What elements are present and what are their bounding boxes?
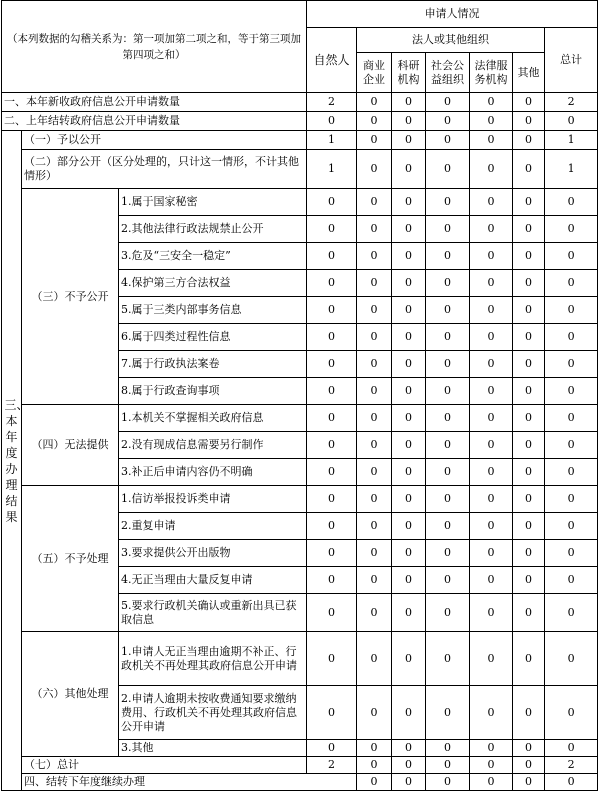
cell-value: 0 [470,513,513,540]
cell-value: 0 [470,486,513,513]
cell-value: 0 [392,405,426,432]
cell-value: 0 [545,594,598,632]
cell-value: 0 [357,351,392,378]
cell-value: 0 [392,540,426,567]
item-label: 3.补正后申请内容仍不明确 [119,459,307,486]
cell-value: 1 [307,150,357,189]
cell-value: 0 [513,540,545,567]
cell-value: 0 [513,774,545,791]
cell-value: 2 [545,93,598,112]
cell-value: 0 [513,405,545,432]
applicant-header: 申请人情况 [307,1,598,28]
cell-value: 0 [513,189,545,216]
cell-value: 0 [392,486,426,513]
item-label: 2.重复申请 [119,513,307,540]
cell-value: 0 [307,270,357,297]
cell-value: 0 [470,459,513,486]
cell-value: 0 [307,324,357,351]
cell-value: 0 [357,632,392,686]
cell-value: 0 [513,567,545,594]
col-header-research: 科研机构 [392,53,426,93]
cell-value: 0 [392,189,426,216]
cell-value: 0 [545,216,598,243]
cell-value: 0 [545,243,598,270]
cell-value: 0 [426,740,470,757]
group-label: （三）不予公开 [22,189,119,405]
cell-value: 0 [392,150,426,189]
cell-value: 0 [357,774,392,791]
cell-value: 0 [426,513,470,540]
cell-value: 0 [545,486,598,513]
cell-value: 0 [307,686,357,740]
item-label: 3.其他 [119,740,307,757]
cell-value: 0 [545,632,598,686]
item-label: 2.申请人逾期未按收费通知要求缴纳费用、行政机关不再处理其政府信息公开申请 [119,686,307,740]
cell-value: 0 [392,432,426,459]
cell-value: 0 [426,270,470,297]
cell-value: 0 [307,594,357,632]
cell-value: 0 [392,270,426,297]
cell-value: 0 [426,405,470,432]
cell-value: 0 [470,150,513,189]
cell-value: 0 [513,150,545,189]
cell-value: 0 [426,112,470,131]
cell-value: 0 [426,378,470,405]
cell-value: 0 [426,594,470,632]
cell-value: 0 [307,378,357,405]
cell-value: 0 [307,405,357,432]
cell-value: 0 [470,757,513,774]
cell-value: 0 [357,189,392,216]
cell-value: 0 [513,297,545,324]
cell-value: 0 [513,757,545,774]
cell-value: 0 [470,93,513,112]
cell-value: 0 [426,93,470,112]
cell-value: 0 [513,513,545,540]
cell-value: 0 [426,459,470,486]
cell-value: 0 [357,405,392,432]
cell-value: 0 [470,632,513,686]
cell-value: 0 [426,686,470,740]
cell-value: 0 [470,432,513,459]
cell-value: 0 [513,432,545,459]
cell-value: 0 [513,740,545,757]
cell-value: 0 [426,324,470,351]
cell-value: 0 [392,774,426,791]
cell-value: 0 [392,131,426,150]
table-row [2,486,598,513]
col-header-other: 其他 [513,53,545,93]
cell-value: 0 [470,324,513,351]
item-label: 5.要求行政机关确认或重新出具已获取信息 [119,594,307,632]
cell-value: 0 [470,351,513,378]
cell-value: 0 [307,216,357,243]
col-header-legal-service: 法律服务机构 [470,53,513,93]
cell-value: 0 [392,686,426,740]
cell-value: 0 [513,131,545,150]
cell-value: 0 [357,513,392,540]
cell-value: 0 [426,632,470,686]
item-label: 1.申请人无正当理由逾期不补正、行政机关不再处理其政府信息公开申请 [119,632,307,686]
cell-value: 0 [307,243,357,270]
cell-value: 0 [392,324,426,351]
item-label: 2.没有现成信息需要另行制作 [119,432,307,459]
cell-value: 0 [426,216,470,243]
cell-value: 2 [307,757,357,774]
table-row [2,405,598,432]
cell-value: 0 [357,93,392,112]
cell-value: 0 [513,93,545,112]
cell-value: 0 [357,567,392,594]
cell-value: 0 [392,757,426,774]
item-label: 1.属于国家秘密 [119,189,307,216]
cell-value: 1 [545,150,598,189]
col-header-public-welfare: 社会公益组织 [426,53,470,93]
row-label: 一、本年新收政府信息公开申请数量 [2,93,307,112]
cell-value: 0 [513,324,545,351]
item-label: 4.保护第三方合法权益 [119,270,307,297]
cell-value: 0 [357,150,392,189]
cell-value: 0 [470,686,513,740]
header-note: （本列数据的勾稽关系为：第一项加第二项之和，等于第三项加第四项之和） [2,1,307,93]
cell-value: 0 [392,567,426,594]
cell-value: 0 [545,378,598,405]
group-label: （五）不予处理 [22,486,119,632]
cell-value: 0 [357,270,392,297]
cell-value: 0 [513,243,545,270]
section-3-text: 三、本年度办理结果 [4,397,29,524]
cell-value: 0 [513,459,545,486]
cell-value: 0 [307,486,357,513]
cell-value: 0 [470,112,513,131]
cell-value: 0 [470,270,513,297]
cell-value: 0 [307,112,357,131]
cell-value: 0 [357,686,392,740]
cell-value: 0 [426,243,470,270]
gov-info-disclosure-table [1,0,598,791]
cell-value: 0 [426,486,470,513]
section-3-label [2,131,29,791]
cell-value: 1 [307,131,357,150]
table-row [2,112,598,131]
cell-value: 0 [392,112,426,131]
row-label: （二）部分公开（区分处理的，只计这一情形，不计其他情形） [22,150,307,189]
cell-value: 0 [545,270,598,297]
cell-value: 0 [545,540,598,567]
cell-value: 0 [545,686,598,740]
cell-value: 0 [513,112,545,131]
cell-value: 0 [513,270,545,297]
cell-value: 0 [357,324,392,351]
cell-value: 0 [470,567,513,594]
cell-value: 0 [392,378,426,405]
cell-value: 0 [426,774,470,791]
cell-value: 0 [307,632,357,686]
natural-person-header: 自然人 [307,28,357,93]
group-label: （四）无法提供 [22,405,119,486]
cell-value: 0 [513,632,545,686]
cell-value: 0 [426,540,470,567]
cell-value: 0 [470,540,513,567]
cell-value: 2 [545,757,598,774]
cell-value: 0 [357,432,392,459]
item-label: 2.其他法律行政法规禁止公开 [119,216,307,243]
group-label: （六）其他处理 [22,632,119,757]
item-label: 7.属于行政执法案卷 [119,351,307,378]
item-label: 1.信访举报投诉类申请 [119,486,307,513]
cell-value: 0 [545,112,598,131]
cell-value: 0 [426,757,470,774]
cell-value: 0 [392,93,426,112]
cell-value: 0 [426,131,470,150]
cell-value: 0 [357,378,392,405]
col-header-commercial: 商业企业 [357,53,392,93]
table-row [2,632,598,686]
cell-value: 0 [470,189,513,216]
cell-value: 0 [357,243,392,270]
cell-value: 0 [357,486,392,513]
cell-value: 0 [307,189,357,216]
cell-value: 0 [357,594,392,632]
cell-value: 0 [392,459,426,486]
cell-value: 0 [545,740,598,757]
total-header: 总计 [545,28,598,93]
cell-value: 0 [545,297,598,324]
item-label: 3.危及“三安全一稳定” [119,243,307,270]
cell-value: 0 [357,112,392,131]
cell-value: 0 [357,216,392,243]
cell-value: 0 [426,351,470,378]
item-label: 1.本机关不掌握相关政府信息 [119,405,307,432]
cell-value: 0 [357,459,392,486]
cell-value: 0 [307,513,357,540]
row-label: （七）总计 [22,757,307,774]
cell-value: 0 [513,216,545,243]
item-label: 4.无正当理由大量反复申请 [119,567,307,594]
cell-value: 0 [545,459,598,486]
legal-group-header: 法人或其他组织 [357,28,545,53]
cell-value: 0 [545,351,598,378]
cell-value: 0 [307,459,357,486]
cell-value: 0 [392,216,426,243]
cell-value: 0 [513,351,545,378]
row-label: 二、上年结转政府信息公开申请数量 [2,112,307,131]
cell-value: 0 [307,351,357,378]
cell-value: 0 [307,740,357,757]
cell-value: 0 [545,324,598,351]
cell-value: 0 [545,432,598,459]
cell-value: 0 [545,774,598,791]
cell-value: 0 [392,513,426,540]
cell-value: 0 [392,351,426,378]
cell-value: 0 [357,540,392,567]
cell-value: 0 [513,594,545,632]
cell-value: 0 [392,594,426,632]
cell-value: 0 [545,513,598,540]
cell-value: 0 [426,297,470,324]
cell-value: 0 [470,243,513,270]
row-label: （一）予以公开 [22,131,307,150]
cell-value: 0 [307,297,357,324]
cell-value: 0 [545,189,598,216]
cell-value: 0 [426,189,470,216]
table-row [2,189,598,216]
cell-value: 0 [392,632,426,686]
cell-value: 0 [357,131,392,150]
cell-value: 0 [470,131,513,150]
table-row [2,757,598,774]
table-row [2,774,598,791]
cell-value: 0 [545,567,598,594]
cell-value: 0 [470,216,513,243]
cell-value: 0 [470,594,513,632]
cell-value: 0 [307,432,357,459]
cell-value: 0 [470,378,513,405]
cell-value: 0 [470,297,513,324]
item-label: 5.属于三类内部事务信息 [119,297,307,324]
cell-value: 0 [426,567,470,594]
cell-value: 0 [357,757,392,774]
cell-value: 0 [426,150,470,189]
item-label: 6.属于四类过程性信息 [119,324,307,351]
item-label: 3.要求提供公开出版物 [119,540,307,567]
cell-value: 0 [545,405,598,432]
table-row [2,93,598,112]
cell-value: 0 [307,540,357,567]
cell-value: 0 [392,740,426,757]
cell-value: 0 [357,297,392,324]
cell-value: 0 [513,686,545,740]
table-row [2,150,598,189]
cell-value: 0 [470,774,513,791]
row-label: 四、结转下年度继续办理 [22,774,357,791]
cell-value: 0 [470,405,513,432]
cell-value: 0 [513,378,545,405]
table-row [2,131,598,150]
cell-value: 0 [392,297,426,324]
cell-value: 2 [307,93,357,112]
cell-value: 0 [513,486,545,513]
cell-value: 0 [392,243,426,270]
cell-value: 0 [307,567,357,594]
cell-value: 1 [545,131,598,150]
item-label: 8.属于行政查询事项 [119,378,307,405]
cell-value: 0 [426,432,470,459]
cell-value: 0 [357,740,392,757]
cell-value: 0 [470,740,513,757]
